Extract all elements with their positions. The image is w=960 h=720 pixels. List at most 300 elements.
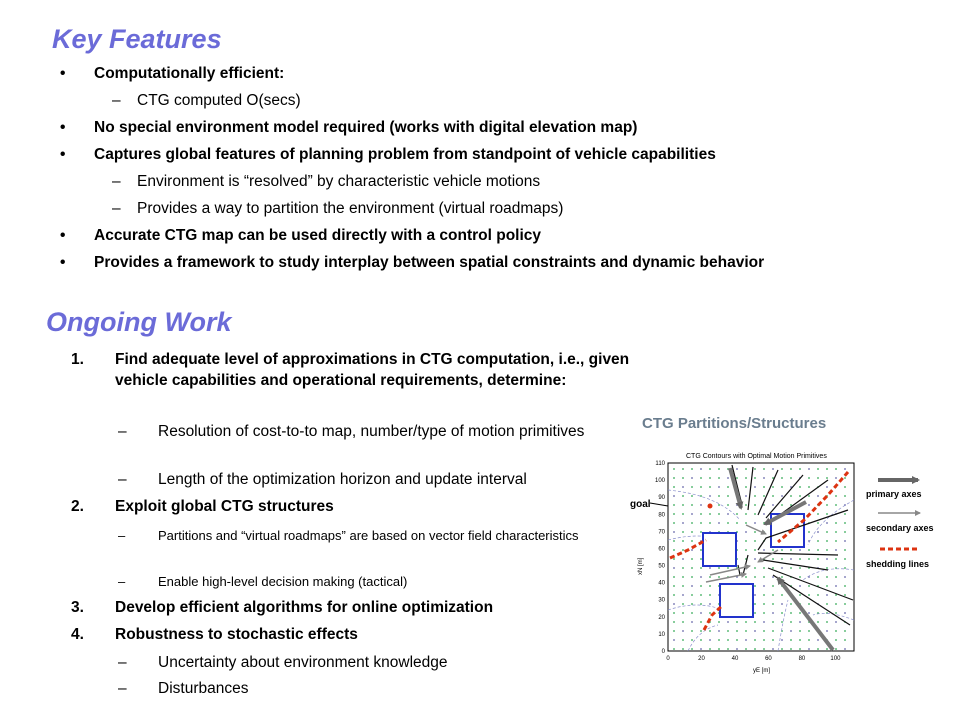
field-dot (844, 567, 846, 569)
field-dot (772, 576, 774, 578)
field-dot (673, 540, 675, 542)
field-dot (682, 468, 684, 470)
field-dot (673, 468, 675, 470)
field-dot (754, 585, 756, 587)
field-dot (790, 639, 792, 641)
field-dot (745, 549, 747, 551)
field-dot (763, 477, 765, 479)
dash-marker: – (118, 528, 126, 543)
ow-item-4 (71, 624, 615, 645)
field-dot (808, 648, 810, 650)
field-dot (817, 540, 819, 542)
bullet-marker: • (60, 254, 66, 271)
field-dot (682, 567, 684, 569)
field-dot (682, 630, 684, 632)
field-dot (718, 567, 720, 569)
field-dot (817, 477, 819, 479)
field-dot (835, 576, 837, 578)
field-dot (799, 639, 801, 641)
field-dot (826, 621, 828, 623)
field-dot (772, 585, 774, 587)
dash-marker: – (118, 423, 127, 440)
field-dot (673, 486, 675, 488)
kf-bullet-text: Captures global features of planning problem from standpoint of vehicle capabilities (94, 146, 716, 163)
legend-secondary-label: secondary axes (866, 523, 934, 533)
field-dot (709, 522, 711, 524)
field-dot (682, 603, 684, 605)
field-dot (682, 585, 684, 587)
field-dot (844, 495, 846, 497)
field-dot (763, 486, 765, 488)
field-dot (754, 477, 756, 479)
dash-marker: – (118, 471, 127, 488)
kf-bullet-text: Accurate CTG map can be used directly with a control policy (94, 227, 542, 244)
item-number: 3. (71, 599, 84, 616)
bullet-marker: • (60, 227, 66, 244)
field-dot (844, 549, 846, 551)
field-dot (781, 558, 783, 560)
ow-item-text: Develop efficient algorithms for online optimization (115, 599, 494, 616)
field-dot (790, 630, 792, 632)
field-dot (700, 621, 702, 623)
item-number: 1. (71, 351, 84, 368)
field-dot (691, 549, 693, 551)
field-dot (799, 567, 801, 569)
field-dot (763, 621, 765, 623)
field-dot (682, 558, 684, 560)
y-tick-label: 40 (658, 580, 665, 587)
field-dot (835, 477, 837, 479)
field-dot (763, 567, 765, 569)
field-dot (718, 621, 720, 623)
field-dot (817, 558, 819, 560)
field-dot (754, 486, 756, 488)
kf-bullet-1 (60, 63, 834, 84)
field-dot (790, 612, 792, 614)
legend-primary-label: primary axes (866, 489, 922, 499)
field-dot (772, 612, 774, 614)
field-dot (745, 540, 747, 542)
ow-sub-1 (118, 421, 598, 442)
field-dot (700, 486, 702, 488)
field-dot (808, 558, 810, 560)
field-dot (727, 648, 729, 650)
field-dot (817, 513, 819, 515)
field-dot (754, 513, 756, 515)
field-dot (781, 576, 783, 578)
field-dot (835, 495, 837, 497)
field-dot (763, 648, 765, 650)
field-dot (745, 531, 747, 533)
field-dot (709, 594, 711, 596)
field-dot (835, 531, 837, 533)
field-dot (826, 468, 828, 470)
field-dot (754, 549, 756, 551)
field-dot (781, 477, 783, 479)
field-dot (799, 612, 801, 614)
ctg-figure (628, 450, 956, 710)
field-dot (754, 612, 756, 614)
ongoing-work-heading: Ongoing Work (46, 307, 232, 337)
field-dot (673, 585, 675, 587)
field-dot (745, 504, 747, 506)
field-dot (718, 576, 720, 578)
field-dot (691, 603, 693, 605)
field-dot (754, 648, 756, 650)
field-dot (736, 639, 738, 641)
field-dot (691, 558, 693, 560)
field-dot (835, 612, 837, 614)
goal-point (708, 504, 713, 509)
field-dot (745, 648, 747, 650)
field-dot (700, 612, 702, 614)
field-dot (763, 495, 765, 497)
x-tick-label: 80 (798, 656, 806, 662)
field-dot (673, 576, 675, 578)
field-dot (826, 585, 828, 587)
field-dot (826, 549, 828, 551)
field-dot (673, 630, 675, 632)
field-dot (673, 639, 675, 641)
field-dot (844, 531, 846, 533)
field-dot (826, 513, 828, 515)
field-dot (718, 468, 720, 470)
dash-marker: – (118, 654, 127, 671)
field-dot (772, 603, 774, 605)
field-dot (772, 468, 774, 470)
field-dot (844, 576, 846, 578)
field-dot (700, 630, 702, 632)
field-dot (772, 549, 774, 551)
field-dot (691, 648, 693, 650)
ow-sub-text: Disturbances (158, 680, 249, 697)
field-dot (799, 621, 801, 623)
field-dot (691, 576, 693, 578)
field-dot (835, 603, 837, 605)
field-dot (727, 477, 729, 479)
field-dot (817, 495, 819, 497)
field-dot (718, 630, 720, 632)
field-dot (844, 486, 846, 488)
x-ticks (666, 656, 841, 662)
field-dot (835, 585, 837, 587)
field-dot (772, 639, 774, 641)
kf-bullet-4 (60, 225, 854, 246)
field-dot (727, 621, 729, 623)
item-number: 2. (71, 498, 84, 515)
field-dot (817, 621, 819, 623)
field-dot (709, 630, 711, 632)
field-dot (673, 531, 675, 533)
field-dot (826, 567, 828, 569)
field-dot (772, 567, 774, 569)
field-dot (682, 648, 684, 650)
ow-item-2 (71, 496, 615, 517)
field-dot (844, 639, 846, 641)
field-dot (754, 522, 756, 524)
field-dot (709, 576, 711, 578)
field-dot (799, 486, 801, 488)
field-dot (826, 477, 828, 479)
ow-sub-text: Enable high-level decision making (tactical) (158, 574, 408, 589)
field-dot (700, 468, 702, 470)
field-dot (691, 522, 693, 524)
y-tick-label: 60 (658, 546, 665, 553)
field-dot (754, 504, 756, 506)
field-dot (754, 558, 756, 560)
ow-sub-2 (118, 469, 628, 490)
field-dot (799, 648, 801, 650)
field-dot (727, 567, 729, 569)
field-dot (673, 477, 675, 479)
y-tick-label: 110 (655, 461, 665, 467)
field-dot (718, 522, 720, 524)
field-dot (700, 585, 702, 587)
field-dot (763, 612, 765, 614)
field-dot (790, 648, 792, 650)
field-dot (817, 468, 819, 470)
field-dot (826, 558, 828, 560)
y-tick-label: 30 (658, 597, 665, 604)
field-dot (808, 603, 810, 605)
field-dot (691, 477, 693, 479)
field-dot (727, 522, 729, 524)
dash-marker: – (112, 92, 121, 109)
field-dot (817, 576, 819, 578)
field-dot (763, 639, 765, 641)
field-dot (745, 576, 747, 578)
field-dot (727, 513, 729, 515)
field-dot (835, 648, 837, 650)
kf-bullet-5 (60, 252, 839, 273)
obstacle-bottom (720, 584, 753, 617)
field-dot (673, 513, 675, 515)
field-dot (826, 648, 828, 650)
field-dot (844, 468, 846, 470)
ow-sub-4 (118, 572, 606, 591)
field-dot (808, 468, 810, 470)
legend (866, 480, 934, 569)
kf-sub-text: Environment is “resolved” by characteristic vehicle motions (137, 173, 541, 190)
field-dot (844, 513, 846, 515)
field-dot (808, 486, 810, 488)
field-dot (763, 549, 765, 551)
y-tick-label: 100 (654, 478, 665, 485)
field-dot (799, 558, 801, 560)
field-dot (682, 513, 684, 515)
field-dot (826, 522, 828, 524)
field-dot (826, 594, 828, 596)
field-dot (745, 630, 747, 632)
field-dot (691, 630, 693, 632)
field-dot (754, 531, 756, 533)
field-dot (754, 468, 756, 470)
field-dot (817, 594, 819, 596)
ow-sub-text: Uncertainty about environment knowledge (158, 654, 448, 671)
field-dot (682, 486, 684, 488)
field-dot (835, 549, 837, 551)
field-dot (808, 495, 810, 497)
y-tick-label: 50 (658, 563, 665, 570)
field-dot (844, 594, 846, 596)
field-dot (700, 603, 702, 605)
field-dot (844, 477, 846, 479)
y-tick-label: 0 (661, 649, 665, 655)
field-dot (673, 567, 675, 569)
field-dot (781, 468, 783, 470)
field-dot (682, 504, 684, 506)
y-ticks (655, 461, 666, 655)
ow-sub-5 (118, 652, 598, 673)
field-dot (736, 522, 738, 524)
field-dot (709, 486, 711, 488)
field-dot (817, 522, 819, 524)
field-dot (700, 558, 702, 560)
field-dot (754, 594, 756, 596)
kf-sub-3 (112, 198, 837, 219)
field-dot (799, 576, 801, 578)
x-tick-label: 100 (830, 656, 841, 662)
field-dot (808, 549, 810, 551)
figure-caption: CTG Partitions/Structures (642, 415, 827, 432)
kf-bullet-text: Computationally efficient: (94, 65, 285, 82)
field-dot (682, 531, 684, 533)
field-dot (709, 585, 711, 587)
y-tick-label: 80 (658, 512, 665, 519)
field-dot (826, 486, 828, 488)
field-dot (736, 513, 738, 515)
field-dot (691, 567, 693, 569)
field-dot (835, 468, 837, 470)
field-dot (745, 468, 747, 470)
field-dot (745, 513, 747, 515)
field-dot (799, 630, 801, 632)
field-dot (673, 522, 675, 524)
field-dot (844, 603, 846, 605)
field-dot (700, 477, 702, 479)
field-dot (682, 612, 684, 614)
field-dot (808, 612, 810, 614)
field-dot (799, 549, 801, 551)
field-dot (691, 540, 693, 542)
field-dot (700, 513, 702, 515)
field-dot (673, 549, 675, 551)
field-dot (799, 468, 801, 470)
key-features-heading: Key Features (52, 24, 222, 54)
ow-sub-text: Resolution of cost-to-to map, number/type of motion primitives (158, 423, 585, 440)
field-dot (673, 621, 675, 623)
field-dot (700, 522, 702, 524)
field-dot (736, 468, 738, 470)
field-dot (736, 504, 738, 506)
field-dot (781, 567, 783, 569)
field-dot (709, 513, 711, 515)
dash-marker: – (112, 200, 121, 217)
field-dot (700, 639, 702, 641)
field-dot (772, 648, 774, 650)
field-dot (745, 522, 747, 524)
obstacle-left (703, 533, 736, 566)
field-dot (790, 567, 792, 569)
field-dot (727, 504, 729, 506)
y-tick-label: 10 (658, 631, 665, 638)
dash-marker: – (112, 173, 121, 190)
field-dot (700, 594, 702, 596)
y-axis-label: xN [m] (638, 557, 644, 575)
field-dot (763, 468, 765, 470)
field-dot (772, 495, 774, 497)
field-dot (682, 639, 684, 641)
field-dot (790, 558, 792, 560)
field-dot (691, 612, 693, 614)
field-dot (781, 603, 783, 605)
field-dot (727, 630, 729, 632)
field-dot (673, 612, 675, 614)
field-dot (709, 648, 711, 650)
field-dot (790, 603, 792, 605)
field-dot (790, 621, 792, 623)
field-dot (826, 504, 828, 506)
y-tick-label: 20 (658, 614, 665, 621)
field-dot (745, 639, 747, 641)
field-dot (673, 495, 675, 497)
field-dot (763, 585, 765, 587)
field-dot (835, 540, 837, 542)
field-dot (781, 612, 783, 614)
y-tick-label: 90 (658, 495, 665, 502)
field-dot (691, 585, 693, 587)
field-dot (844, 522, 846, 524)
field-dot (844, 630, 846, 632)
field-dot (772, 558, 774, 560)
field-dot (682, 621, 684, 623)
field-dot (772, 486, 774, 488)
field-dot (817, 648, 819, 650)
field-dot (745, 486, 747, 488)
plot-title: CTG Contours with Optimal Motion Primitives (686, 453, 827, 460)
x-tick-label: 60 (765, 656, 772, 662)
kf-bullet-2 (60, 117, 854, 138)
field-dot (808, 630, 810, 632)
field-dot (826, 576, 828, 578)
field-dot (790, 549, 792, 551)
bullet-marker: • (60, 119, 66, 136)
ow-sub-text: Partitions and “virtual roadmaps” are based on vector field characteristics (158, 528, 579, 543)
field-dot (763, 576, 765, 578)
field-dot (718, 486, 720, 488)
field-dot (727, 486, 729, 488)
ow-item-text: Exploit global CTG structures (115, 498, 334, 515)
field-dot (709, 639, 711, 641)
field-dot (844, 612, 846, 614)
field-dot (754, 621, 756, 623)
goal-pointer (650, 503, 668, 506)
x-tick-label: 40 (731, 656, 739, 662)
kf-bullet-3 (60, 144, 894, 165)
kf-sub-1 (112, 90, 837, 111)
field-dot (772, 630, 774, 632)
goal-label: goal (630, 499, 651, 510)
field-dot (763, 603, 765, 605)
bullet-marker: • (60, 146, 66, 163)
field-dot (835, 639, 837, 641)
ow-item-3 (71, 597, 615, 618)
plot-frame (668, 463, 854, 651)
field-dot (781, 486, 783, 488)
x-tick-label: 20 (698, 656, 705, 662)
field-dot (700, 504, 702, 506)
field-dot (817, 639, 819, 641)
